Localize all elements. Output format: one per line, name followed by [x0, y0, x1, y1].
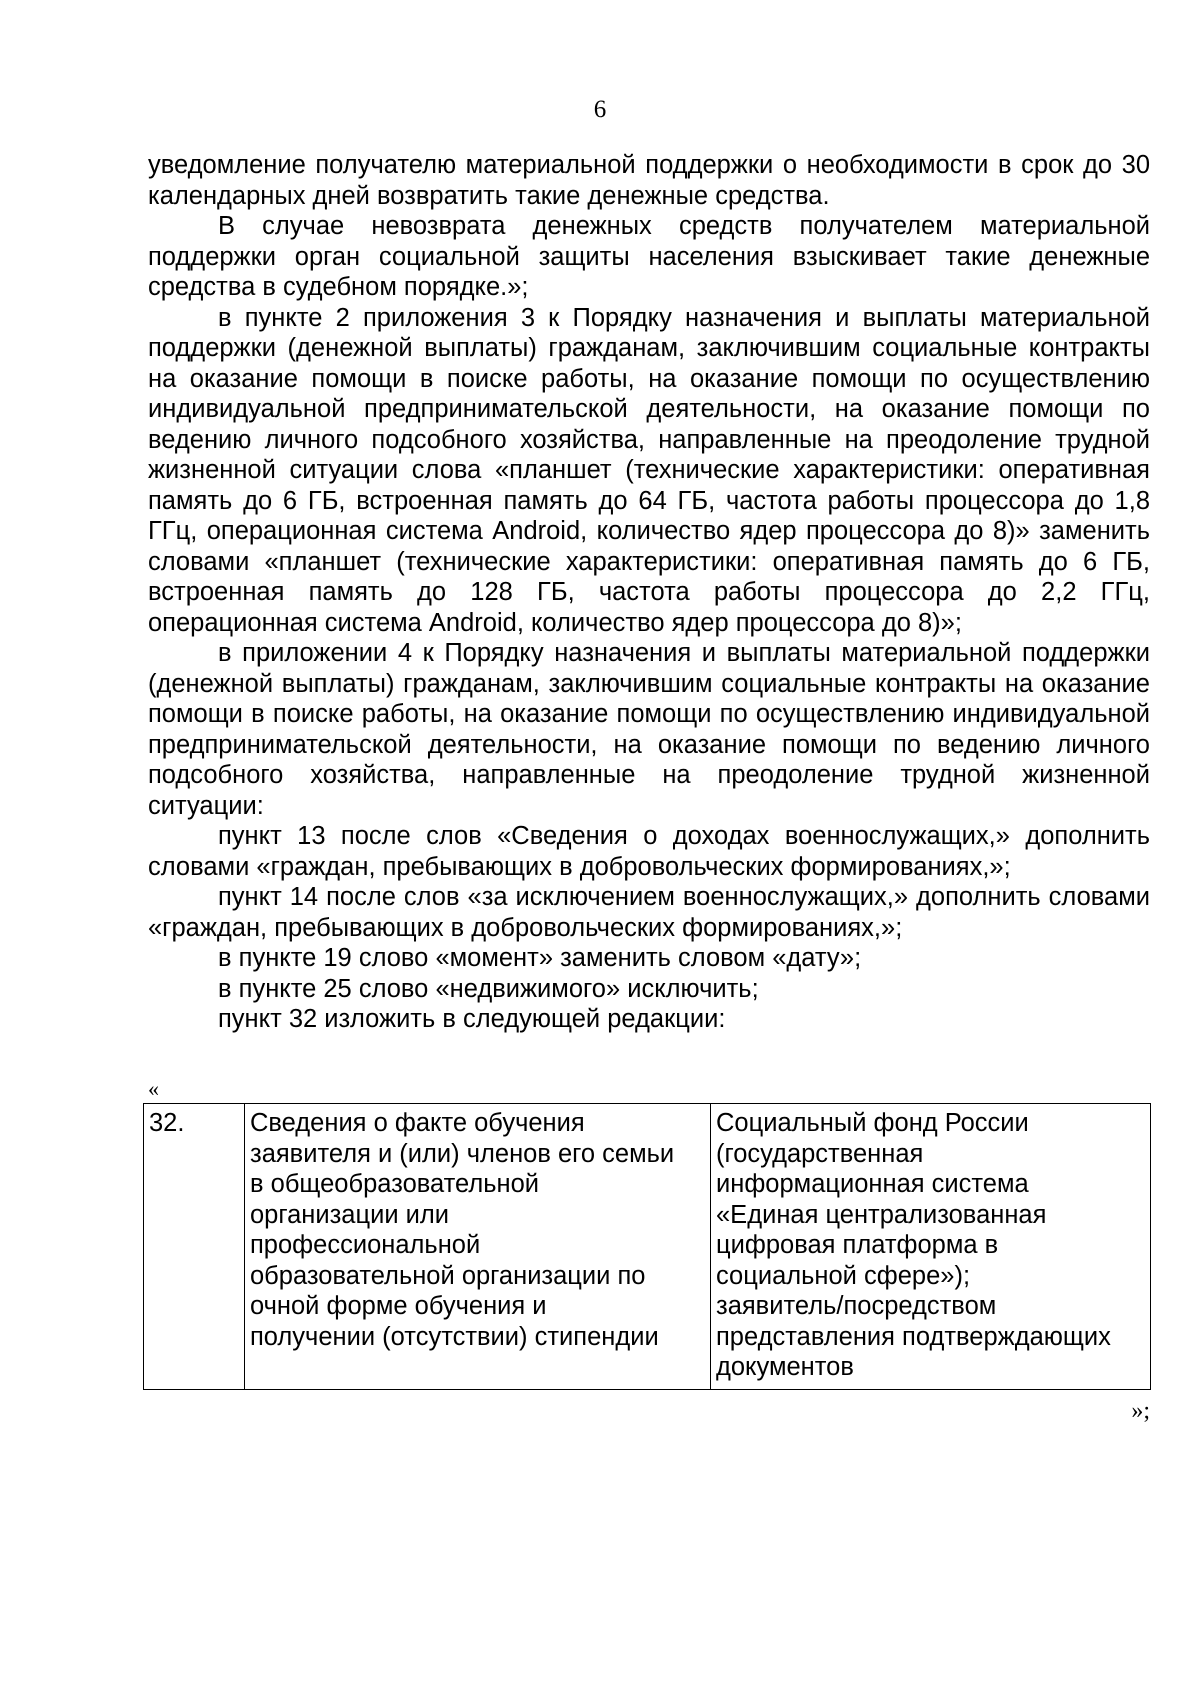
paragraph-appendix-3: в пункте 2 приложения 3 к Порядку назначения и выплаты материальной поддержки (денежной выплаты) гражданам, заключившим социальные контракты на оказание помощи в поиске работы, на оказание помощи по осуществлению индивидуальной предпринимательской деятельности, на оказание помощи по ведению личного подсобного хозяйства, направленные на преодоление трудной жизненной ситуации слова «планшет (технические характеристики: оперативная память до 6 ГБ, встроенная память до 64 ГБ, частота работы процессора до 1,8 ГГц, операционная система Android, количество ядер процессора до 8)» заменить словами «планшет (технические характеристики: оперативная память до 6 ГБ, встроенная память до 128 ГБ, частота работы процессора до 2,2 ГГц, операционная система Android, количество ядер процессора до 8)»;: [148, 303, 1150, 637]
info-line: очной форме обучения и: [250, 1292, 547, 1320]
source-line: представления подтверждающих: [716, 1322, 1111, 1351]
paragraph-item-14: пункт 14 после слов «за исключением военнослужащих,» дополнить словами «граждан, пребывающих в добровольческих формированиях,»;: [148, 883, 1150, 942]
paragraph-notice-continuation: уведомление получателю материальной поддержки о необходимости в срок до 30 календарных дней возвратить такие денежные средства.: [148, 151, 1150, 210]
table-close-quote: »;: [1131, 1398, 1150, 1424]
amendment-table: [143, 1103, 1151, 1390]
page-number: 6: [593, 96, 607, 123]
paragraph-item-19: в пункте 19 слово «момент» заменить словом «дату»;: [218, 944, 862, 972]
paragraph-non-return: В случае невозврата денежных средств получателем материальной поддержки орган социальной защиты населения взыскивает такие денежные средства в судебном порядке.»;: [148, 212, 1150, 301]
info-cell: [245, 1104, 711, 1390]
info-line: в общеобразовательной: [250, 1170, 540, 1198]
document-body: [148, 150, 1150, 1035]
info-line: Сведения о факте обучения: [250, 1109, 585, 1137]
source-line: «Единая централизованная: [716, 1200, 1047, 1229]
info-line: заявителя и (или) членов его семьи: [250, 1139, 675, 1168]
info-line: профессиональной: [250, 1231, 481, 1259]
row-number-cell: [144, 1104, 245, 1390]
paragraph-item-25: в пункте 25 слово «недвижимого» исключить;: [218, 974, 759, 1003]
source-line: документов: [716, 1353, 854, 1381]
source-line: цифровая платформа в: [716, 1231, 999, 1259]
table-row: [144, 1104, 1151, 1390]
paragraph-item-32: пункт 32 изложить в следующей редакции:: [218, 1005, 726, 1033]
source-line: социальной сфере»);: [716, 1261, 971, 1290]
info-line: получении (отсутствии) стипендии: [250, 1322, 659, 1351]
info-line: организации или: [250, 1200, 450, 1229]
source-cell: [711, 1104, 1151, 1390]
paragraph-item-13: пункт 13 после слов «Сведения о доходах военнослужащих,» дополнить словами «граждан, пребывающих в добровольческих формированиях,»;: [148, 822, 1150, 881]
source-line: (государственная: [716, 1139, 924, 1168]
paragraph-appendix-4: в приложении 4 к Порядку назначения и выплаты материальной поддержки (денежной выплаты) гражданам, заключившим социальные контракты на оказание помощи в поиске работы, на оказание помощи по осуществлению индивидуальной предпринимательской деятельности, на оказание помощи по ведению личного подсобного хозяйства, направленные на преодоление трудной жизненной ситуации:: [148, 639, 1150, 820]
info-line: образовательной организации по: [250, 1261, 646, 1290]
source-line: заявитель/посредством: [716, 1292, 997, 1320]
source-line: информационная система: [716, 1170, 1029, 1198]
source-line: Социальный фонд России: [716, 1109, 1029, 1137]
table-open-quote: «: [148, 1076, 159, 1101]
row-number: 32.: [149, 1109, 185, 1137]
